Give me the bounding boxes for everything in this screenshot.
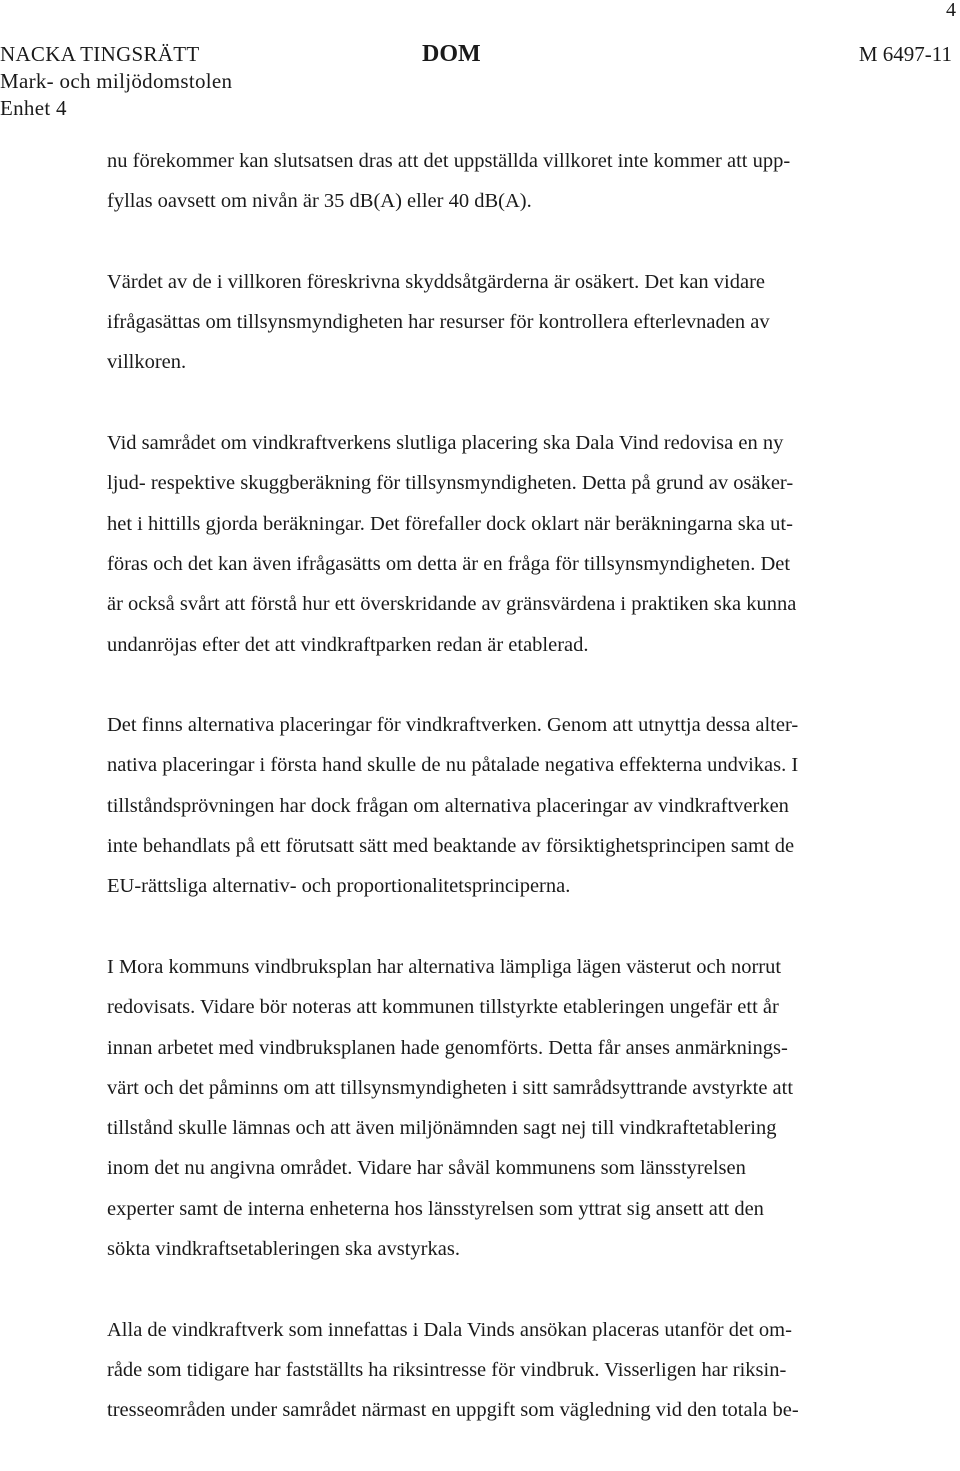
court-name: NACKA TINGSRÄTT xyxy=(0,42,200,66)
document-body xyxy=(107,141,897,1471)
paragraph-6 xyxy=(107,1310,897,1431)
paragraph-3 xyxy=(107,423,897,665)
paragraph-1 xyxy=(107,141,897,222)
paragraph-4 xyxy=(107,705,897,906)
text-line: inom det nu angivna området. Vidare har såväl kommunens som länsstyrelsen xyxy=(107,1157,746,1180)
text-line: undanröjas efter det att vindkraftparken redan är etablerad. xyxy=(107,633,589,656)
text-line: tillstånd skulle lämnas och att även miljönämnden sagt nej till vindkraftetablering xyxy=(107,1117,777,1140)
text-line: redovisats. Vidare bör noteras att kommunen tillstyrkte etableringen ungefär ett år xyxy=(107,996,779,1019)
document-type: DOM xyxy=(422,41,481,67)
text-line: nativa placeringar i första hand skulle de nu påtalade negativa effekterna undvikas. I xyxy=(107,754,799,777)
court-unit: Enhet 4 xyxy=(0,96,67,120)
text-line: föras och det kan även ifrågasätts om detta är en fråga för tillsynsmyndigheten. Det xyxy=(107,552,791,575)
text-line: Värdet av de i villkoren föreskrivna skyddsåtgärderna är osäkert. Det kan vidare xyxy=(107,270,766,293)
text-line: råde som tidigare har fastställts ha riksintresse för vindbruk. Visserligen har riksin- xyxy=(107,1358,787,1381)
paragraph-5 xyxy=(107,947,897,1269)
text-line: experter samt de interna enheterna hos länsstyrelsen som yttrat sig ansett att den xyxy=(107,1197,764,1220)
text-line: Det finns alternativa placeringar för vindkraftverken. Genom att utnyttja dessa alter- xyxy=(107,714,799,737)
court-department: Mark- och miljödomstolen xyxy=(0,69,233,93)
text-line: ljud- respektive skuggberäkning för tillsynsmyndigheten. Detta på grund av osäker- xyxy=(107,472,794,495)
text-line: innan arbetet med vindbruksplanen hade genomförts. Detta får anses anmärknings- xyxy=(107,1036,788,1059)
text-line: tillståndsprövningen har dock frågan om alternativa placeringar av vindkraftverken xyxy=(107,794,789,817)
page-number: 4 xyxy=(946,0,956,21)
text-line: värt och det påminns om att tillsynsmyndigheten i sitt samrådsyttrande avstyrkte att xyxy=(107,1076,794,1099)
text-line: EU-rättsliga alternativ- och proportionalitetsprinciperna. xyxy=(107,875,571,898)
text-line: Alla de vindkraftverk som innefattas i Dala Vinds ansökan placeras utanför det om- xyxy=(107,1318,792,1341)
text-line: är också svårt att förstå hur ett överskridande av gränsvärdena i praktiken ska kunna xyxy=(107,593,797,616)
case-number: M 6497-11 xyxy=(858,42,952,66)
text-line: nu förekommer kan slutsatsen dras att det uppställda villkoret inte kommer att upp- xyxy=(107,150,791,172)
text-line: het i hittills gjorda beräkningar. Det förefaller dock oklart när beräkningarna ska ut- xyxy=(107,512,793,535)
text-line: I Mora kommuns vindbruksplan har alternativa lämpliga lägen västerut och norrut xyxy=(107,955,782,978)
header-row-3 xyxy=(0,95,952,122)
header-row-1 xyxy=(0,41,952,68)
text-line: fyllas oavsett om nivån är 35 dB(A) eller 40 dB(A). xyxy=(107,190,532,213)
header-row-2 xyxy=(0,68,952,95)
document-header xyxy=(0,41,952,122)
text-line: inte behandlats på ett förutsatt sätt med beaktande av försiktighetsprincipen samt de xyxy=(107,835,795,858)
text-line: tresseområden under samrådet närmast en uppgift som vägledning vid den totala be- xyxy=(107,1399,799,1422)
text-line: villkoren. xyxy=(107,351,187,374)
text-line: ifrågasättas om tillsynsmyndigheten har resurser för kontrollera efterlevnaden av xyxy=(107,311,770,334)
text-line: Vid samrådet om vindkraftverkens slutliga placering ska Dala Vind redovisa en ny xyxy=(107,432,784,455)
paragraph-2 xyxy=(107,262,897,383)
text-line: sökta vindkraftsetableringen ska avstyrkas. xyxy=(107,1238,460,1261)
